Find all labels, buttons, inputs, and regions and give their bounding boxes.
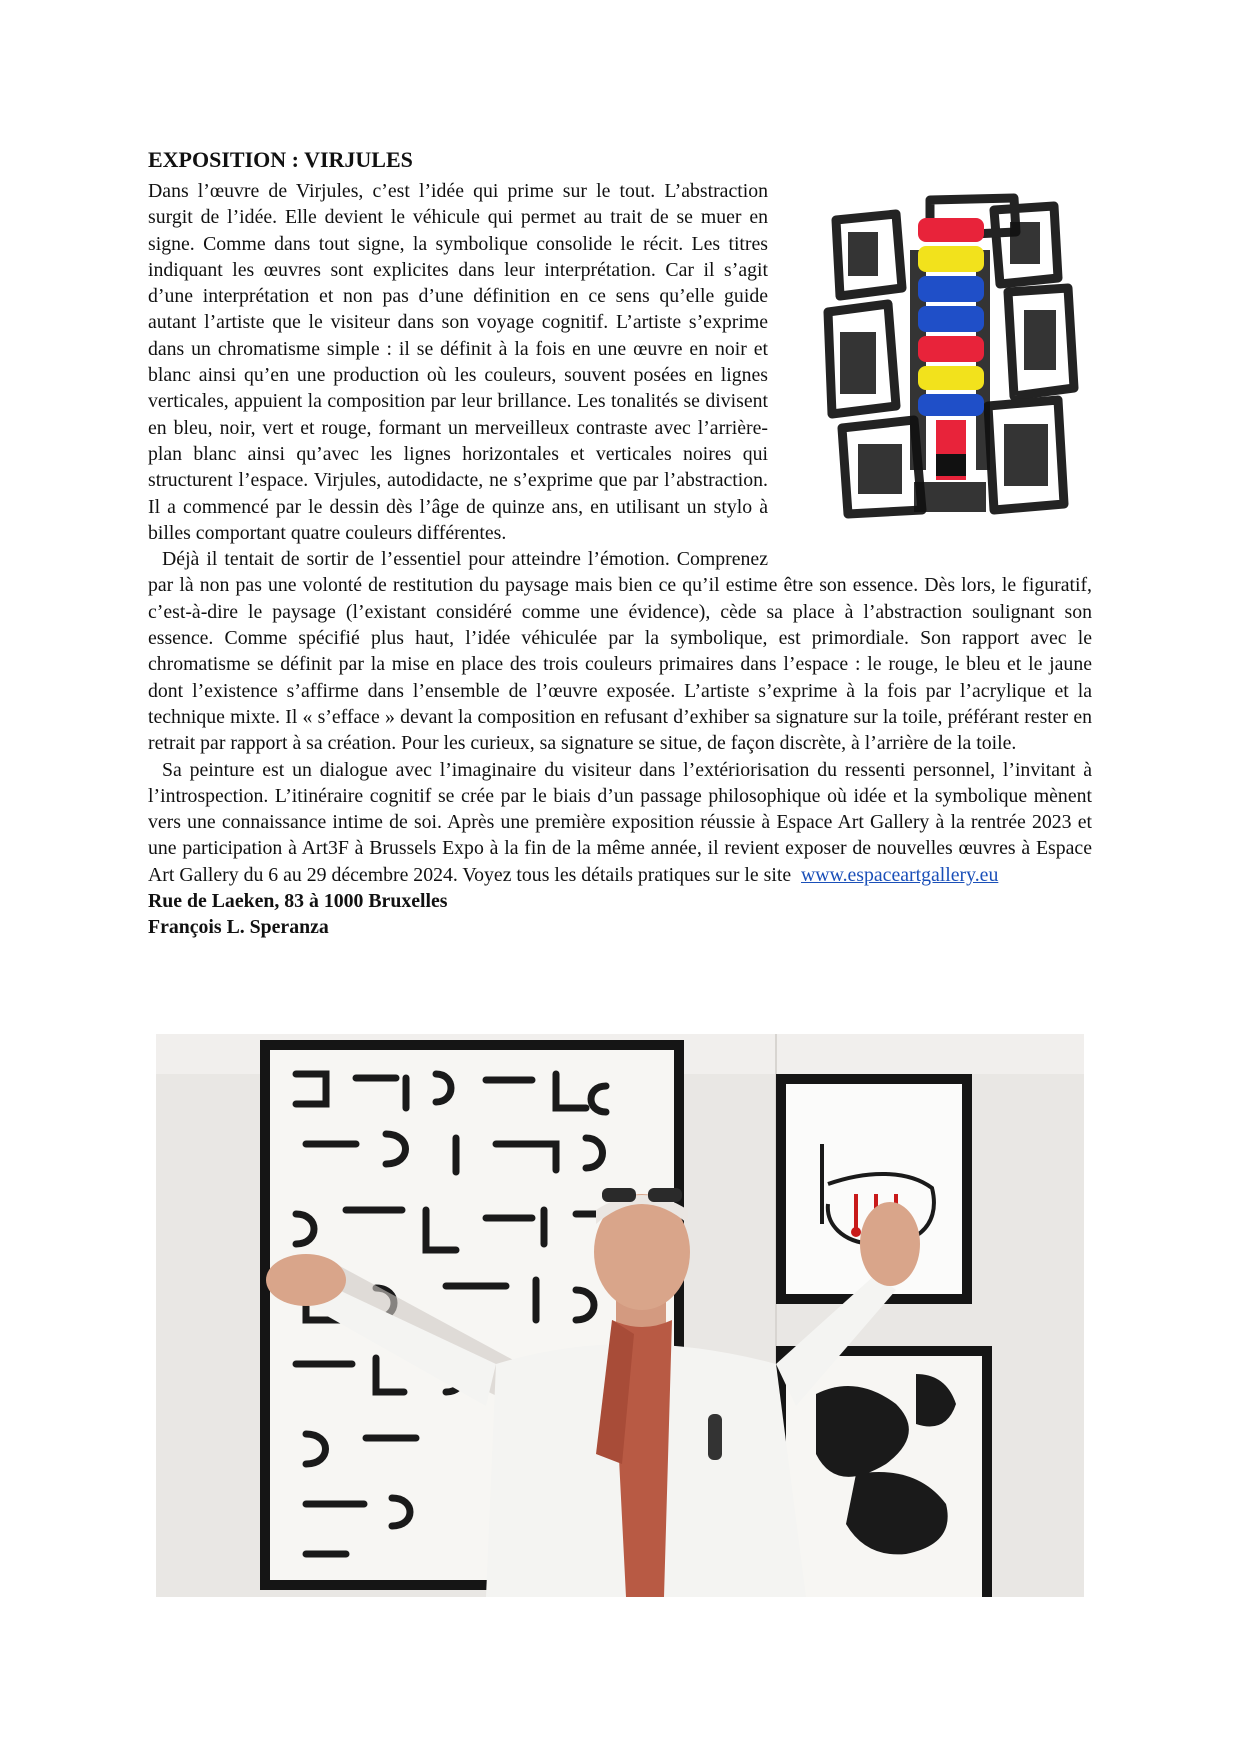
address-line: Rue de Laeken, 83 à 1000 Bruxelles [148,890,448,913]
artwork-image [782,178,1092,548]
paragraph-3 [148,757,1092,888]
paragraph-2-text: Déjà il tentait de sortir de l’essentiel pour atteindre l’émotion. Comprenez par là non pas une volonté de restitution du paysage mais bien ce qu’il estime être son essence. Dès lors, le figuratif, c’est-à-dire le paysage (l’existant considéré comme une évidence), cède sa place à l’abstraction soulignant son essence. Comme spécifié plus haut, l’idée véhiculée par la symbolique, est primordiale. Son rapport avec le chromatisme se définit par la mise en place des trois couleurs primaires dans l’espace : le rouge, le bleu et le jaune dont l’existence s’affirme dans l’ensemble de l’œuvre exposée. L’artiste s’exprime à la fois par l’acrylique et la technique mixte. Il « s’efface » devant la composition en refusant d’exhiber sa signature sur la toile, préférant rester en retrait par rapport à sa création. Pour les curieux, sa signature se situe, de façon discrète, à l’arrière de la toile. [148,548,1092,755]
artist-photo-illustration [156,1034,1084,1597]
gallery-link[interactable]: www.espaceartgallery.eu [801,863,999,886]
artwork-painting [818,192,1082,522]
artist-photo [156,1034,1084,1597]
article-body [148,178,1092,941]
paragraph-2 [148,546,1092,756]
paragraph-3-text: Sa peinture est un dialogue avec l’imaginaire du visiteur dans l’extériorisation du ressenti personnel, l’invitant à l’introspection. L’itinéraire cognitif se crée par le biais d’un passage philosophique où idée et la symbolique mènent vers une connaissance intime de soi. Après une première exposition réussie à Espace Art Gallery à la rentrée 2023 et une participation à Art3F à Brussels Expo à la fin de la même année, il revient exposer de nouvelles œuvres à Espace Art Gallery du 6 au 29 décembre 2024. Voyez tous les détails pratiques sur le site [148,758,1092,886]
article-title: EXPOSITION : VIRJULES [148,147,413,172]
paragraph-1: Dans l’œuvre de Virjules, c’est l’idée qui prime sur le tout. L’abstraction surgit de l’idée. Elle devient le véhicule qui permet au trait de se muer en signe. Comme dans tout signe, la symbolique consolide le récit. Les titres indiquant les œuvres sont explicites dans leur interprétation. Car il s’agit d’une interprétation et non pas d’une définition en ce sens qu’elle guide autant l’artiste que le visiteur dans son voyage cognitif. L’artiste s’exprime dans un chromatisme simple : il se définit à la fois en une œuvre en noir et blanc ainsi qu’en une production où les couleurs, souvent posées en lignes verticales, appuient la composition par leur brillance. Les tonalités se divisent en bleu, noir, vert et rouge, formant un merveilleux contraste avec l’arrière-plan blanc ainsi qu’avec les lignes horizontales et verticales noires qui structurent l’espace. Virjules, autodidacte, ne s’exprime que par l’abstraction. Il a commencé par le dessin dès l’âge de quinze ans, en utilisant un stylo à billes comportant quatre couleurs différentes. [148,180,768,544]
author-name: François L. Speranza [148,916,329,939]
